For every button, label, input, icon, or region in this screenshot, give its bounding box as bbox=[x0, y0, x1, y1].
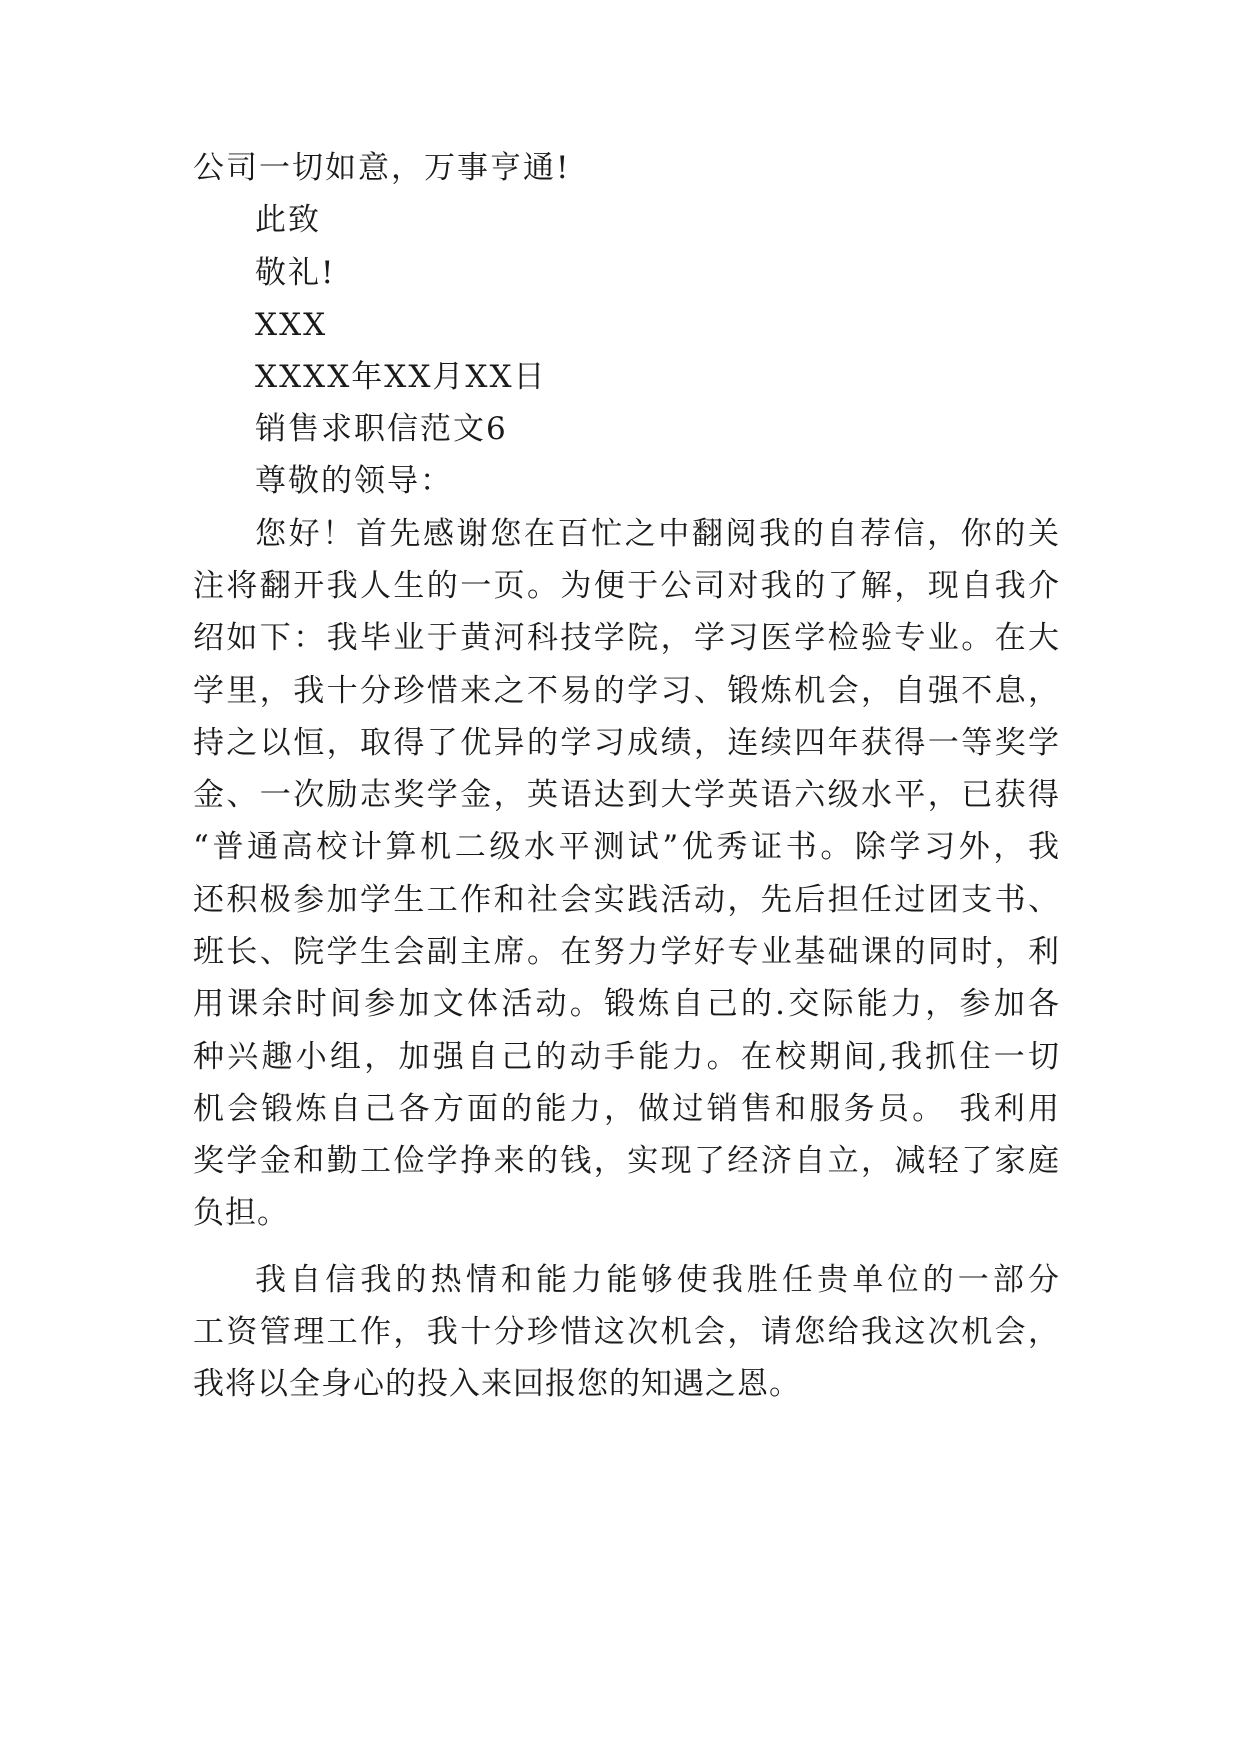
paragraph-line: 我将以全身心的投入来回报您的知遇之恩。 bbox=[193, 1366, 801, 1402]
salutation: 尊敬的领导： bbox=[255, 463, 453, 499]
closing-salute: 敬礼! bbox=[255, 255, 336, 291]
closing-wish: 公司一切如意，万事亨通! bbox=[193, 150, 571, 186]
paragraph-line: 种兴趣小组，加强自己的动手能力。在校期间,我抓住一切 bbox=[193, 1039, 1060, 1075]
paragraph-line: 绍如下：我毕业于黄河科技学院，学习医学检验专业。在大 bbox=[193, 620, 1060, 656]
paragraph-line: 我自信我的热情和能力能够使我胜任贵单位的一部分 bbox=[255, 1262, 1060, 1298]
section-heading: 销售求职信范文6 bbox=[255, 411, 508, 447]
paragraph-line: 负担。 bbox=[193, 1195, 289, 1231]
paragraph-line: 用课余时间参加文体活动。锻炼自己的.交际能力，参加各 bbox=[193, 986, 1060, 1022]
date: XXXX年XX月XX日 bbox=[255, 359, 547, 395]
paragraph-line: 工资管理工作，我十分珍惜这次机会，请您给我这次机会， bbox=[193, 1314, 1060, 1350]
paragraph-line: “普通高校计算机二级水平测试”优秀证书。除学习外，我 bbox=[193, 829, 1060, 865]
paragraph-line: 您好！首先感谢您在百忙之中翻阅我的自荐信，你的关 bbox=[255, 516, 1060, 552]
signature: XXX bbox=[255, 307, 328, 343]
paragraph-line: 持之以恒，取得了优异的学习成绩，连续四年获得一等奖学 bbox=[193, 725, 1060, 761]
paragraph-line: 奖学金和勤工俭学挣来的钱，实现了经济自立，减轻了家庭 bbox=[193, 1143, 1060, 1179]
paragraph-line: 金、一次励志奖学金，英语达到大学英语六级水平，已获得 bbox=[193, 777, 1060, 813]
paragraph-line: 学里，我十分珍惜来之不易的学习、锻炼机会，自强不息， bbox=[193, 673, 1060, 709]
paragraph-line: 机会锻炼自己各方面的能力，做过销售和服务员。 我利用 bbox=[193, 1091, 1060, 1127]
paragraph-line: 班长、院学生会副主席。在努力学好专业基础课的同时，利 bbox=[193, 934, 1060, 970]
paragraph-line: 还积极参加学生工作和社会实践活动，先后担任过团支书、 bbox=[193, 882, 1060, 918]
closing-phrase: 此致 bbox=[255, 202, 321, 238]
paragraph-line: 注将翻开我人生的一页。为便于公司对我的了解，现自我介 bbox=[193, 568, 1060, 604]
